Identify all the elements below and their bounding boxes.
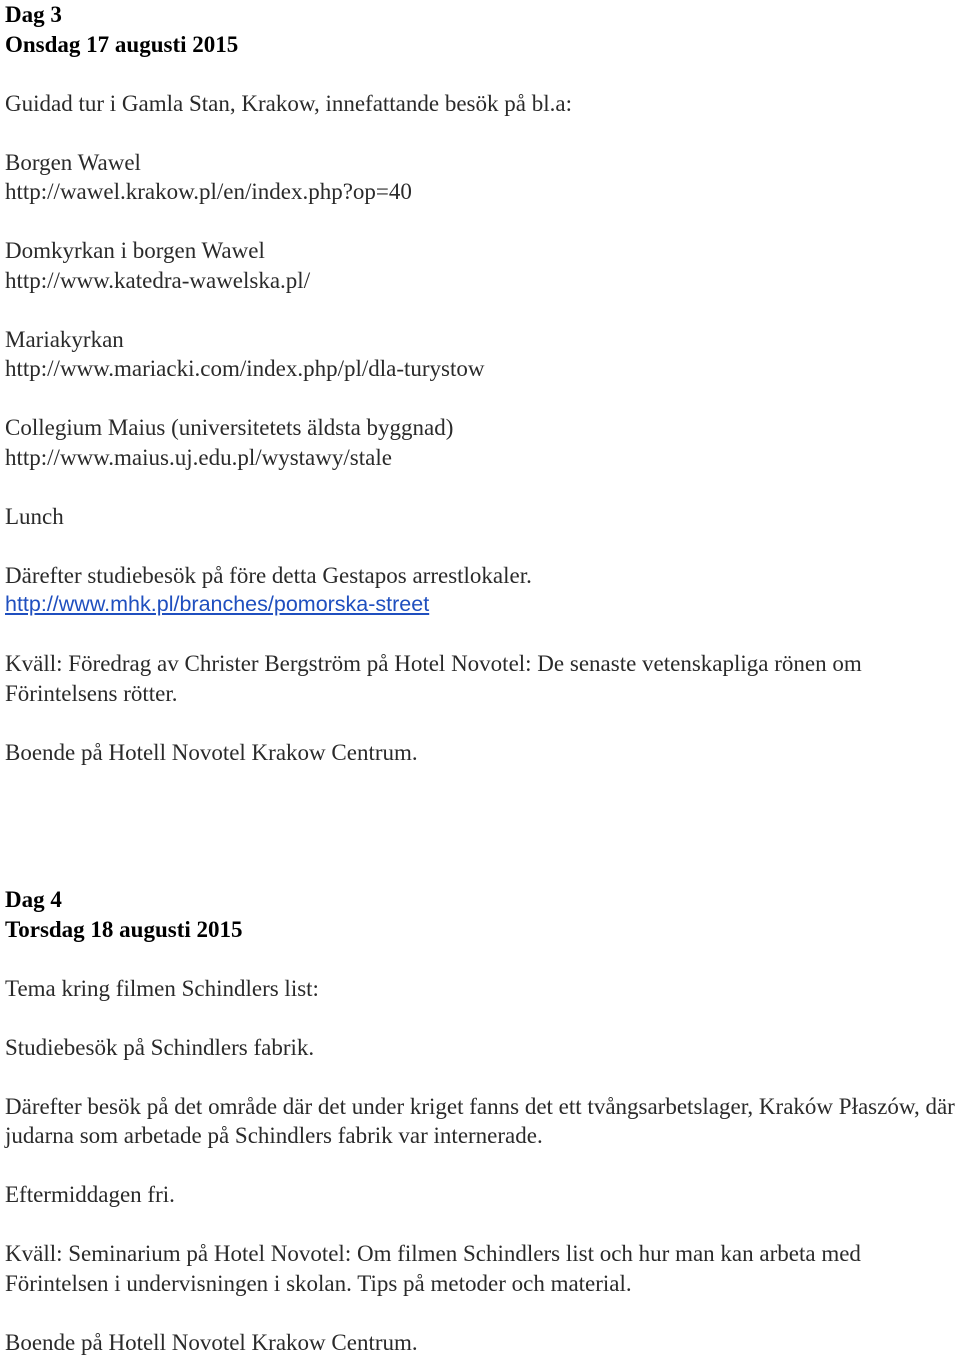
lunch-text: Lunch <box>5 502 960 532</box>
site-name: Domkyrkan i borgen Wawel <box>5 236 960 266</box>
site-name: Collegium Maius (universitetets äldsta byggnad) <box>5 413 960 443</box>
day-4-afterwards: Därefter besök på det område där det under kriget fanns det ett tvångsarbetslager, Kraków Płaszów, där judarna som arbetade på Schindlers fabrik var internerade. <box>5 1092 960 1151</box>
day-4-evening: Kväll: Seminarium på Hotel Novotel: Om filmen Schindlers list och hur man kan arbeta med Förintelsen i undervisningen i skolan. Tips på metoder och material. <box>5 1239 960 1298</box>
site-url: http://wawel.krakow.pl/en/index.php?op=40 <box>5 177 960 207</box>
day-4-title: Dag 4 <box>5 885 960 915</box>
day-4-date: Torsdag 18 augusti 2015 <box>5 915 960 945</box>
day-4-visit: Studiebesök på Schindlers fabrik. <box>5 1033 960 1063</box>
day-3-title: Dag 3 <box>5 0 960 30</box>
day-4-section <box>5 885 960 1357</box>
gestapo-prison-link[interactable]: http://www.mhk.pl/branches/pomorska-street <box>5 590 960 620</box>
site-url: http://www.mariacki.com/index.php/pl/dla-turystow <box>5 354 960 384</box>
day-3-intro: Guidad tur i Gamla Stan, Krakow, innefattande besök på bl.a: <box>5 89 960 119</box>
day-4-theme: Tema kring filmen Schindlers list: <box>5 974 960 1004</box>
day-3-evening: Kväll: Föredrag av Christer Bergström på Hotel Novotel: De senaste vetenskapliga rönen om Förintelsens rötter. <box>5 649 960 708</box>
day-3-date: Onsdag 17 augusti 2015 <box>5 30 960 60</box>
day-3-section <box>5 0 960 767</box>
day-4-afternoon: Eftermiddagen fri. <box>5 1180 960 1210</box>
day-3-afterwards: Därefter studiebesök på före detta Gestapos arrestlokaler. <box>5 561 960 591</box>
site-url: http://www.katedra-wawelska.pl/ <box>5 266 960 296</box>
document-page <box>5 0 960 1357</box>
site-name: Borgen Wawel <box>5 148 960 178</box>
site-name: Mariakyrkan <box>5 325 960 355</box>
site-url: http://www.maius.uj.edu.pl/wystawy/stale <box>5 443 960 473</box>
day-4-lodging: Boende på Hotell Novotel Krakow Centrum. <box>5 1328 960 1357</box>
day-3-lodging: Boende på Hotell Novotel Krakow Centrum. <box>5 738 960 768</box>
